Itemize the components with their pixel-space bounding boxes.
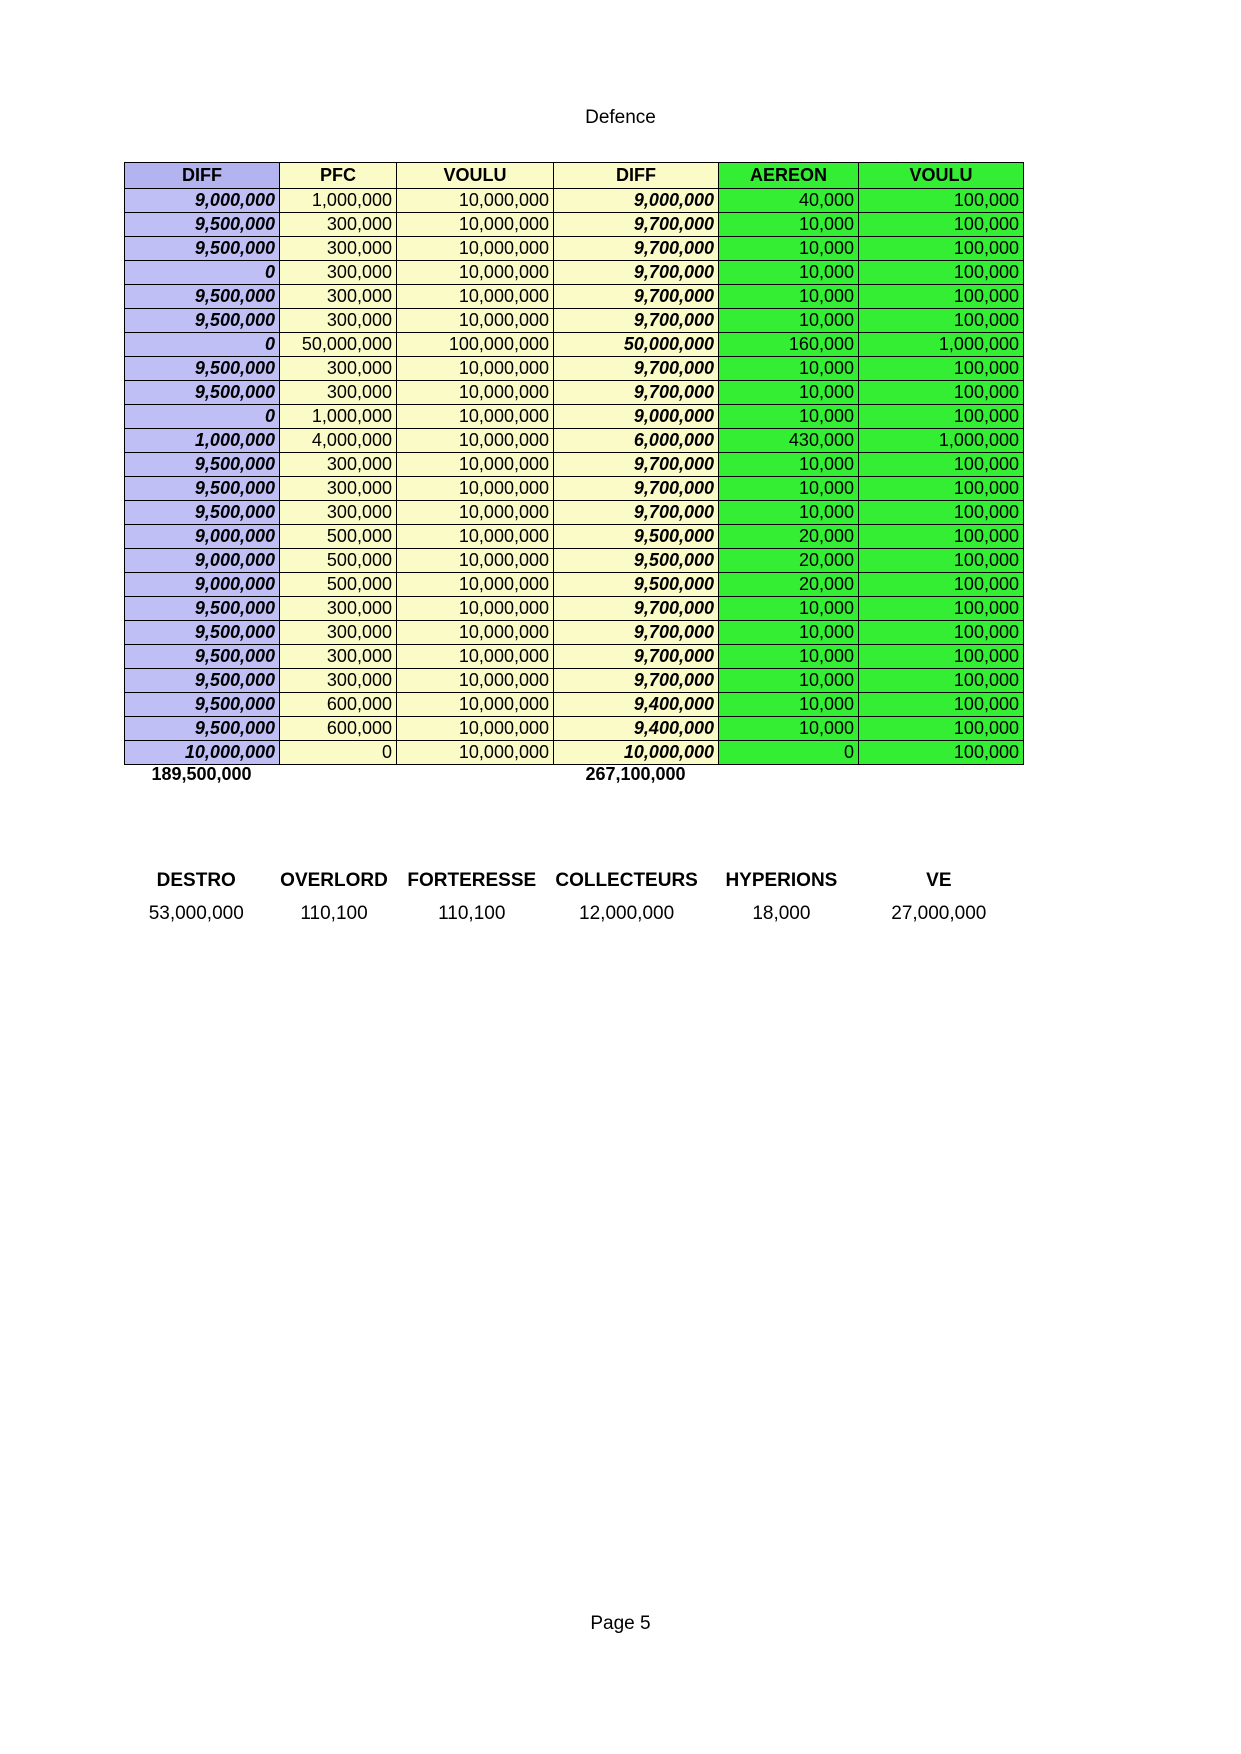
cell-diff-2[interactable]: 9,700,000 [554,381,719,405]
cell-pfc[interactable]: 600,000 [280,693,397,717]
cell-pfc[interactable]: 600,000 [280,717,397,741]
table-row [125,669,1024,693]
cell-voulu-2[interactable]: 100,000 [859,573,1024,597]
cell-diff-1[interactable]: 0 [125,405,280,429]
cell-diff-1[interactable]: 9,500,000 [125,597,280,621]
cell-diff-2[interactable]: 9,700,000 [554,309,719,333]
cell-pfc[interactable]: 500,000 [280,525,397,549]
cell-diff-2[interactable]: 9,700,000 [554,285,719,309]
cell-voulu-2[interactable]: 1,000,000 [859,429,1024,453]
cell-aereon[interactable]: 20,000 [719,549,859,573]
cell-voulu-1[interactable]: 10,000,000 [397,237,554,261]
cell-aereon[interactable]: 20,000 [719,525,859,549]
table-row [125,261,1024,285]
summary-header-forteresse: FORTERESSE [407,870,537,891]
cell-aereon[interactable]: 10,000 [719,357,859,381]
cell-aereon[interactable]: 20,000 [719,573,859,597]
cell-voulu-1[interactable]: 10,000,000 [397,213,554,237]
cell-aereon[interactable]: 10,000 [719,597,859,621]
column-header-voulu-1[interactable]: VOULU [397,163,554,189]
cell-voulu-1[interactable]: 10,000,000 [397,261,554,285]
cell-diff-1[interactable]: 9,500,000 [125,669,280,693]
summary-header-destro: DESTRO [156,870,236,891]
cell-aereon[interactable]: 10,000 [719,621,859,645]
summary-value-destro: 53,000,000 [148,903,244,924]
summary-block [124,868,1024,928]
cell-aereon[interactable]: 10,000 [719,645,859,669]
cell-pfc[interactable]: 300,000 [280,453,397,477]
cell-diff-2[interactable]: 6,000,000 [554,429,719,453]
cell-voulu-2[interactable]: 100,000 [859,405,1024,429]
cell-voulu-1[interactable]: 100,000,000 [397,333,554,357]
table-row [125,501,1024,525]
summary-header-collecteurs: COLLECTEURS [555,870,698,891]
table-row [125,621,1024,645]
table-row [125,717,1024,741]
cell-diff-2[interactable]: 9,700,000 [554,645,719,669]
cell-voulu-1[interactable]: 10,000,000 [397,453,554,477]
cell-pfc[interactable]: 300,000 [280,213,397,237]
cell-diff-1[interactable]: 9,500,000 [125,381,280,405]
table-header-row [125,163,1024,189]
summary-header-ve: VE [926,870,952,891]
table-row [125,549,1024,573]
cell-diff-2[interactable]: 9,700,000 [554,501,719,525]
sheet-title: Defence [585,107,656,128]
cell-aereon[interactable]: 10,000 [719,309,859,333]
cell-pfc[interactable]: 1,000,000 [280,189,397,213]
cell-diff-2[interactable]: 9,700,000 [554,597,719,621]
table-row [125,645,1024,669]
cell-pfc[interactable]: 300,000 [280,477,397,501]
cell-voulu-2[interactable]: 100,000 [859,501,1024,525]
cell-pfc[interactable]: 300,000 [280,357,397,381]
cell-diff-1[interactable]: 9,500,000 [125,213,280,237]
cell-pfc[interactable]: 300,000 [280,381,397,405]
cell-aereon[interactable]: 10,000 [719,477,859,501]
cell-diff-2[interactable]: 9,700,000 [554,477,719,501]
table-row [125,285,1024,309]
cell-voulu-1[interactable]: 10,000,000 [397,597,554,621]
cell-aereon[interactable]: 10,000 [719,237,859,261]
cell-voulu-2[interactable]: 1,000,000 [859,333,1024,357]
cell-diff-2[interactable]: 9,700,000 [554,261,719,285]
cell-diff-1[interactable]: 9,500,000 [125,645,280,669]
cell-diff-2[interactable]: 9,700,000 [554,213,719,237]
cell-voulu-1[interactable]: 10,000,000 [397,549,554,573]
cell-voulu-2[interactable]: 100,000 [859,717,1024,741]
cell-voulu-1[interactable]: 10,000,000 [397,309,554,333]
table-row [125,213,1024,237]
summary-value-row [124,900,1024,928]
cell-pfc[interactable]: 300,000 [280,501,397,525]
cell-diff-1[interactable]: 9,500,000 [125,621,280,645]
cell-voulu-1[interactable]: 10,000,000 [397,645,554,669]
cell-aereon[interactable]: 160,000 [719,333,859,357]
cell-diff-1[interactable]: 0 [125,333,280,357]
cell-pfc[interactable]: 500,000 [280,549,397,573]
total-diff-1: 189,500,000 [151,764,252,784]
table-row [125,381,1024,405]
cell-aereon[interactable]: 10,000 [719,717,859,741]
table-row [125,405,1024,429]
column-header-pfc[interactable]: PFC [280,163,397,189]
cell-aereon[interactable]: 10,000 [719,213,859,237]
summary-header-row [124,868,1024,900]
cell-diff-1[interactable]: 9,500,000 [125,309,280,333]
table-row [125,693,1024,717]
summary-header-overlord: OVERLORD [280,870,388,891]
cell-voulu-1[interactable]: 10,000,000 [397,189,554,213]
cell-voulu-1[interactable]: 10,000,000 [397,525,554,549]
cell-diff-1[interactable]: 9,000,000 [125,573,280,597]
cell-diff-1[interactable]: 9,500,000 [125,693,280,717]
cell-voulu-1[interactable]: 10,000,000 [397,405,554,429]
cell-diff-2[interactable]: 9,000,000 [554,405,719,429]
summary-value-collecteurs: 12,000,000 [579,903,675,924]
cell-diff-2[interactable]: 10,000,000 [554,741,719,765]
total-diff-2: 267,100,000 [585,764,686,784]
summary-value-ve: 27,000,000 [891,903,987,924]
table-row [125,597,1024,621]
cell-diff-2[interactable]: 9,700,000 [554,621,719,645]
cell-pfc[interactable]: 300,000 [280,285,397,309]
cell-pfc[interactable]: 300,000 [280,621,397,645]
cell-pfc[interactable]: 300,000 [280,261,397,285]
cell-voulu-2[interactable]: 100,000 [859,261,1024,285]
cell-voulu-1[interactable]: 10,000,000 [397,381,554,405]
cell-voulu-1[interactable]: 10,000,000 [397,693,554,717]
cell-voulu-2[interactable]: 100,000 [859,453,1024,477]
column-header-aereon[interactable]: AEREON [719,163,859,189]
cell-pfc[interactable]: 500,000 [280,573,397,597]
cell-voulu-2[interactable]: 100,000 [859,309,1024,333]
cell-aereon[interactable]: 10,000 [719,453,859,477]
cell-diff-2[interactable]: 9,400,000 [554,693,719,717]
cell-aereon[interactable]: 0 [719,741,859,765]
cell-voulu-1[interactable]: 10,000,000 [397,717,554,741]
cell-diff-1[interactable]: 9,500,000 [125,501,280,525]
page-footer: Page 5 [590,1613,651,1634]
column-header-diff-1[interactable]: DIFF [125,163,280,189]
cell-diff-1[interactable]: 0 [125,261,280,285]
cell-diff-1[interactable]: 9,500,000 [125,453,280,477]
cell-voulu-2[interactable]: 100,000 [859,525,1024,549]
table-row [125,189,1024,213]
cell-voulu-2[interactable]: 100,000 [859,621,1024,645]
cell-voulu-2[interactable]: 100,000 [859,381,1024,405]
cell-voulu-2[interactable]: 100,000 [859,213,1024,237]
cell-voulu-1[interactable]: 10,000,000 [397,477,554,501]
cell-voulu-2[interactable]: 100,000 [859,597,1024,621]
cell-diff-1[interactable]: 10,000,000 [125,741,280,765]
summary-header-hyperions: HYPERIONS [725,870,838,891]
cell-voulu-2[interactable]: 100,000 [859,477,1024,501]
cell-diff-1[interactable]: 9,500,000 [125,477,280,501]
cell-aereon[interactable]: 10,000 [719,381,859,405]
cell-pfc[interactable]: 300,000 [280,309,397,333]
summary-value-overlord: 110,100 [300,903,368,924]
cell-diff-2[interactable]: 50,000,000 [554,333,719,357]
cell-pfc[interactable]: 4,000,000 [280,429,397,453]
cell-voulu-2[interactable]: 100,000 [859,645,1024,669]
table-row [125,429,1024,453]
table-row [125,333,1024,357]
cell-diff-1[interactable]: 9,000,000 [125,549,280,573]
cell-aereon[interactable]: 10,000 [719,261,859,285]
cell-voulu-1[interactable]: 10,000,000 [397,741,554,765]
table-row [125,525,1024,549]
totals-row [124,761,1026,787]
table-row [125,453,1024,477]
cell-diff-1[interactable]: 1,000,000 [125,429,280,453]
cell-voulu-2[interactable]: 100,000 [859,741,1024,765]
cell-diff-1[interactable]: 9,500,000 [125,357,280,381]
column-header-voulu-2[interactable]: VOULU [859,163,1024,189]
data-table-container [124,162,1024,765]
cell-voulu-1[interactable]: 10,000,000 [397,501,554,525]
summary-value-forteresse: 110,100 [438,903,506,924]
cell-diff-2[interactable]: 9,500,000 [554,549,719,573]
table-row [125,357,1024,381]
cell-aereon[interactable]: 10,000 [719,405,859,429]
cell-voulu-1[interactable]: 10,000,000 [397,573,554,597]
cell-voulu-2[interactable]: 100,000 [859,549,1024,573]
cell-pfc[interactable]: 300,000 [280,645,397,669]
cell-pfc[interactable]: 0 [280,741,397,765]
table-body [125,189,1024,765]
cell-pfc[interactable]: 300,000 [280,669,397,693]
cell-voulu-2[interactable]: 100,000 [859,669,1024,693]
table-row [125,237,1024,261]
cell-voulu-1[interactable]: 10,000,000 [397,669,554,693]
cell-diff-2[interactable]: 9,400,000 [554,717,719,741]
cell-voulu-1[interactable]: 10,000,000 [397,357,554,381]
cell-diff-1[interactable]: 9,000,000 [125,189,280,213]
cell-aereon[interactable]: 430,000 [719,429,859,453]
cell-diff-2[interactable]: 9,700,000 [554,453,719,477]
cell-voulu-1[interactable]: 10,000,000 [397,429,554,453]
cell-diff-1[interactable]: 9,500,000 [125,285,280,309]
cell-diff-2[interactable]: 9,700,000 [554,357,719,381]
cell-aereon[interactable]: 10,000 [719,501,859,525]
cell-diff-2[interactable]: 9,500,000 [554,573,719,597]
cell-diff-1[interactable]: 9,500,000 [125,717,280,741]
cell-aereon[interactable]: 10,000 [719,669,859,693]
cell-diff-1[interactable]: 9,500,000 [125,237,280,261]
cell-aereon[interactable]: 10,000 [719,693,859,717]
cell-voulu-2[interactable]: 100,000 [859,285,1024,309]
summary-table [124,868,1024,928]
cell-voulu-1[interactable]: 10,000,000 [397,285,554,309]
cell-pfc[interactable]: 50,000,000 [280,333,397,357]
data-table [124,162,1024,765]
cell-aereon[interactable]: 10,000 [719,285,859,309]
cell-voulu-1[interactable]: 10,000,000 [397,621,554,645]
cell-pfc[interactable]: 1,000,000 [280,405,397,429]
cell-voulu-2[interactable]: 100,000 [859,189,1024,213]
cell-diff-2[interactable]: 9,700,000 [554,669,719,693]
cell-voulu-2[interactable]: 100,000 [859,357,1024,381]
table-row [125,573,1024,597]
column-header-diff-2[interactable]: DIFF [554,163,719,189]
summary-value-hyperions: 18,000 [752,903,811,924]
cell-diff-1[interactable]: 9,000,000 [125,525,280,549]
table-row [125,309,1024,333]
cell-diff-2[interactable]: 9,700,000 [554,237,719,261]
table-row [125,477,1024,501]
cell-diff-2[interactable]: 9,000,000 [554,189,719,213]
cell-pfc[interactable]: 300,000 [280,597,397,621]
cell-voulu-2[interactable]: 100,000 [859,693,1024,717]
cell-voulu-2[interactable]: 100,000 [859,237,1024,261]
cell-aereon[interactable]: 40,000 [719,189,859,213]
cell-diff-2[interactable]: 9,500,000 [554,525,719,549]
cell-pfc[interactable]: 300,000 [280,237,397,261]
